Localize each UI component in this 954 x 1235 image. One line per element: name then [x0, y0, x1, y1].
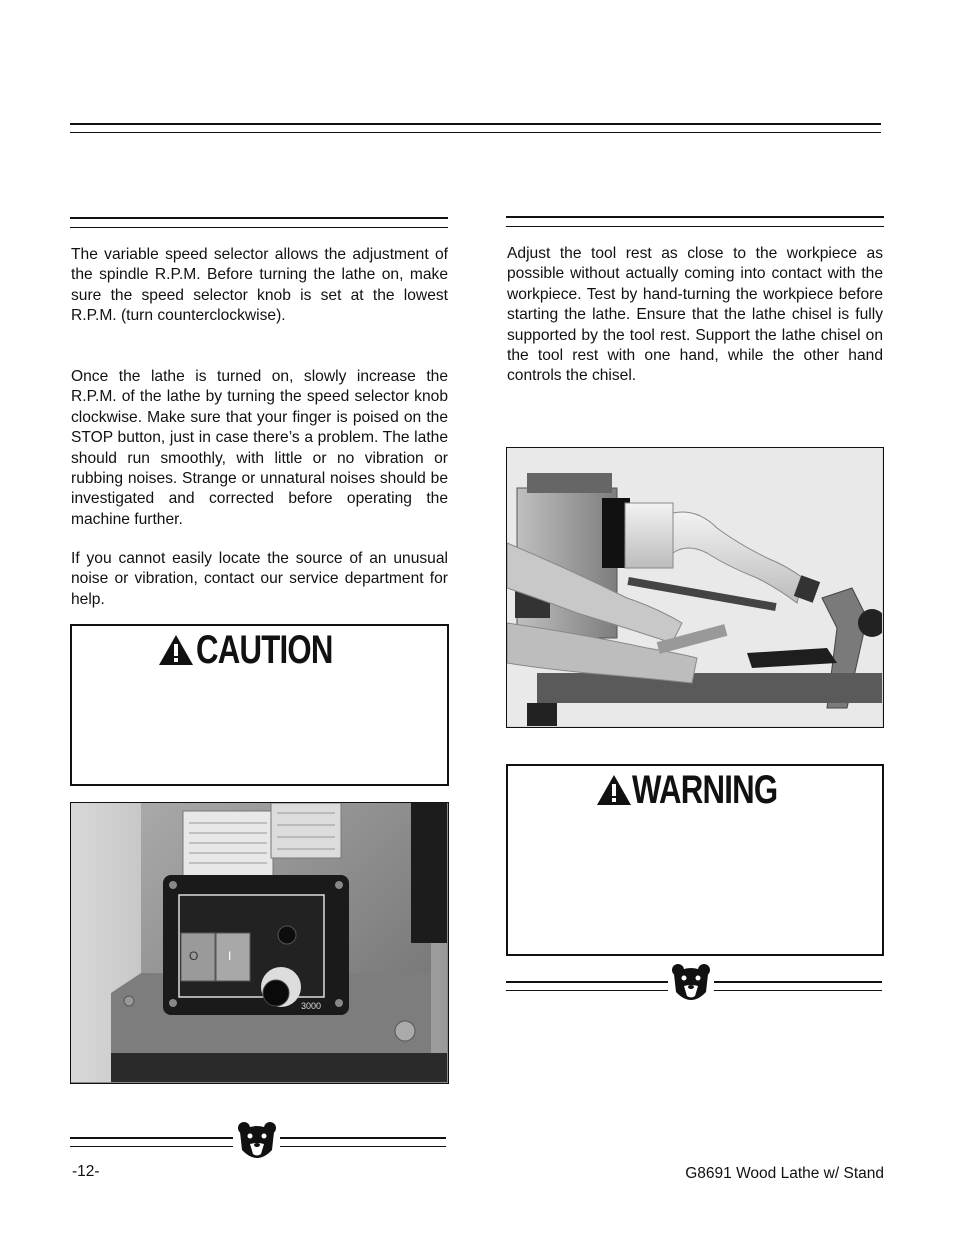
- lathe-turning-illustration: [507, 448, 882, 726]
- caution-box: [70, 624, 449, 786]
- startup-paragraph: Once the lathe is turned on, slowly increase the R.P.M. of the lathe by turning the speed selector knob clockwise. Make sure that your finger is poised on the STOP button, just in case there’s a problem. The lathe should run smoothly, with little or no vibration or rubbing noises. Strange or unnatural noises should be investigated and corrected before operating the machine further.: [71, 368, 448, 528]
- header-rule-thin: [70, 132, 881, 133]
- page-number: -12-: [72, 1163, 100, 1180]
- footer-divider-rule-right-thick: [280, 1137, 446, 1139]
- switch-off-symbol: O: [189, 949, 199, 963]
- footer-divider-rule-left-thick: [70, 1137, 233, 1139]
- speed-dial-label: 3000: [301, 1001, 322, 1011]
- right-divider-rule-right-thick: [714, 981, 882, 983]
- warning-triangle-icon: [596, 774, 632, 806]
- bear-logo-icon: [236, 1120, 278, 1164]
- lathe-turning-photo: [506, 447, 884, 728]
- speed-selector-paragraph: The variable speed selector allows the adjustment of the spindle R.P.M. Before turning the lathe on, make sure the speed selector knob is set at the lowest R.P.M. (turn counterclockwise).: [71, 246, 448, 325]
- header-rule-thick: [70, 123, 881, 125]
- left-section-rule-thick: [70, 217, 448, 219]
- right-divider-rule-left-thin: [506, 990, 668, 991]
- service-paragraph: If you cannot easily locate the source of an unusual noise or vibration, contact our service department for help.: [71, 550, 448, 608]
- right-section-rule-thin: [506, 226, 884, 227]
- warning-box: [506, 764, 884, 956]
- tool-rest-paragraph: Adjust the tool rest as close to the workpiece as possible without actually coming into contact with the workpiece. Test by hand-turning the workpiece before starting the lathe. Ensure that the lathe chisel is fully supported by the tool rest. Support the lathe chisel on the tool rest with one hand, while the other hand controls the chisel.: [507, 245, 883, 385]
- warning-label: WARNING: [632, 768, 778, 812]
- right-divider-rule-left-thick: [506, 981, 668, 983]
- switch-on-symbol: I: [228, 949, 232, 963]
- caution-label: CAUTION: [196, 628, 333, 672]
- right-divider-rule-right-thin: [714, 990, 882, 991]
- footer-divider-rule-right-thin: [280, 1146, 446, 1147]
- left-section-rule-thin: [70, 227, 448, 228]
- footer-divider-rule-left-thin: [70, 1146, 233, 1147]
- bear-logo-icon: [670, 962, 712, 1006]
- model-title: G8691 Wood Lathe w/ Stand: [685, 1165, 884, 1182]
- switch-panel-illustration: [71, 803, 447, 1082]
- right-section-rule-thick: [506, 216, 884, 218]
- warning-triangle-icon: [158, 634, 194, 666]
- switch-panel-photo: [70, 802, 449, 1084]
